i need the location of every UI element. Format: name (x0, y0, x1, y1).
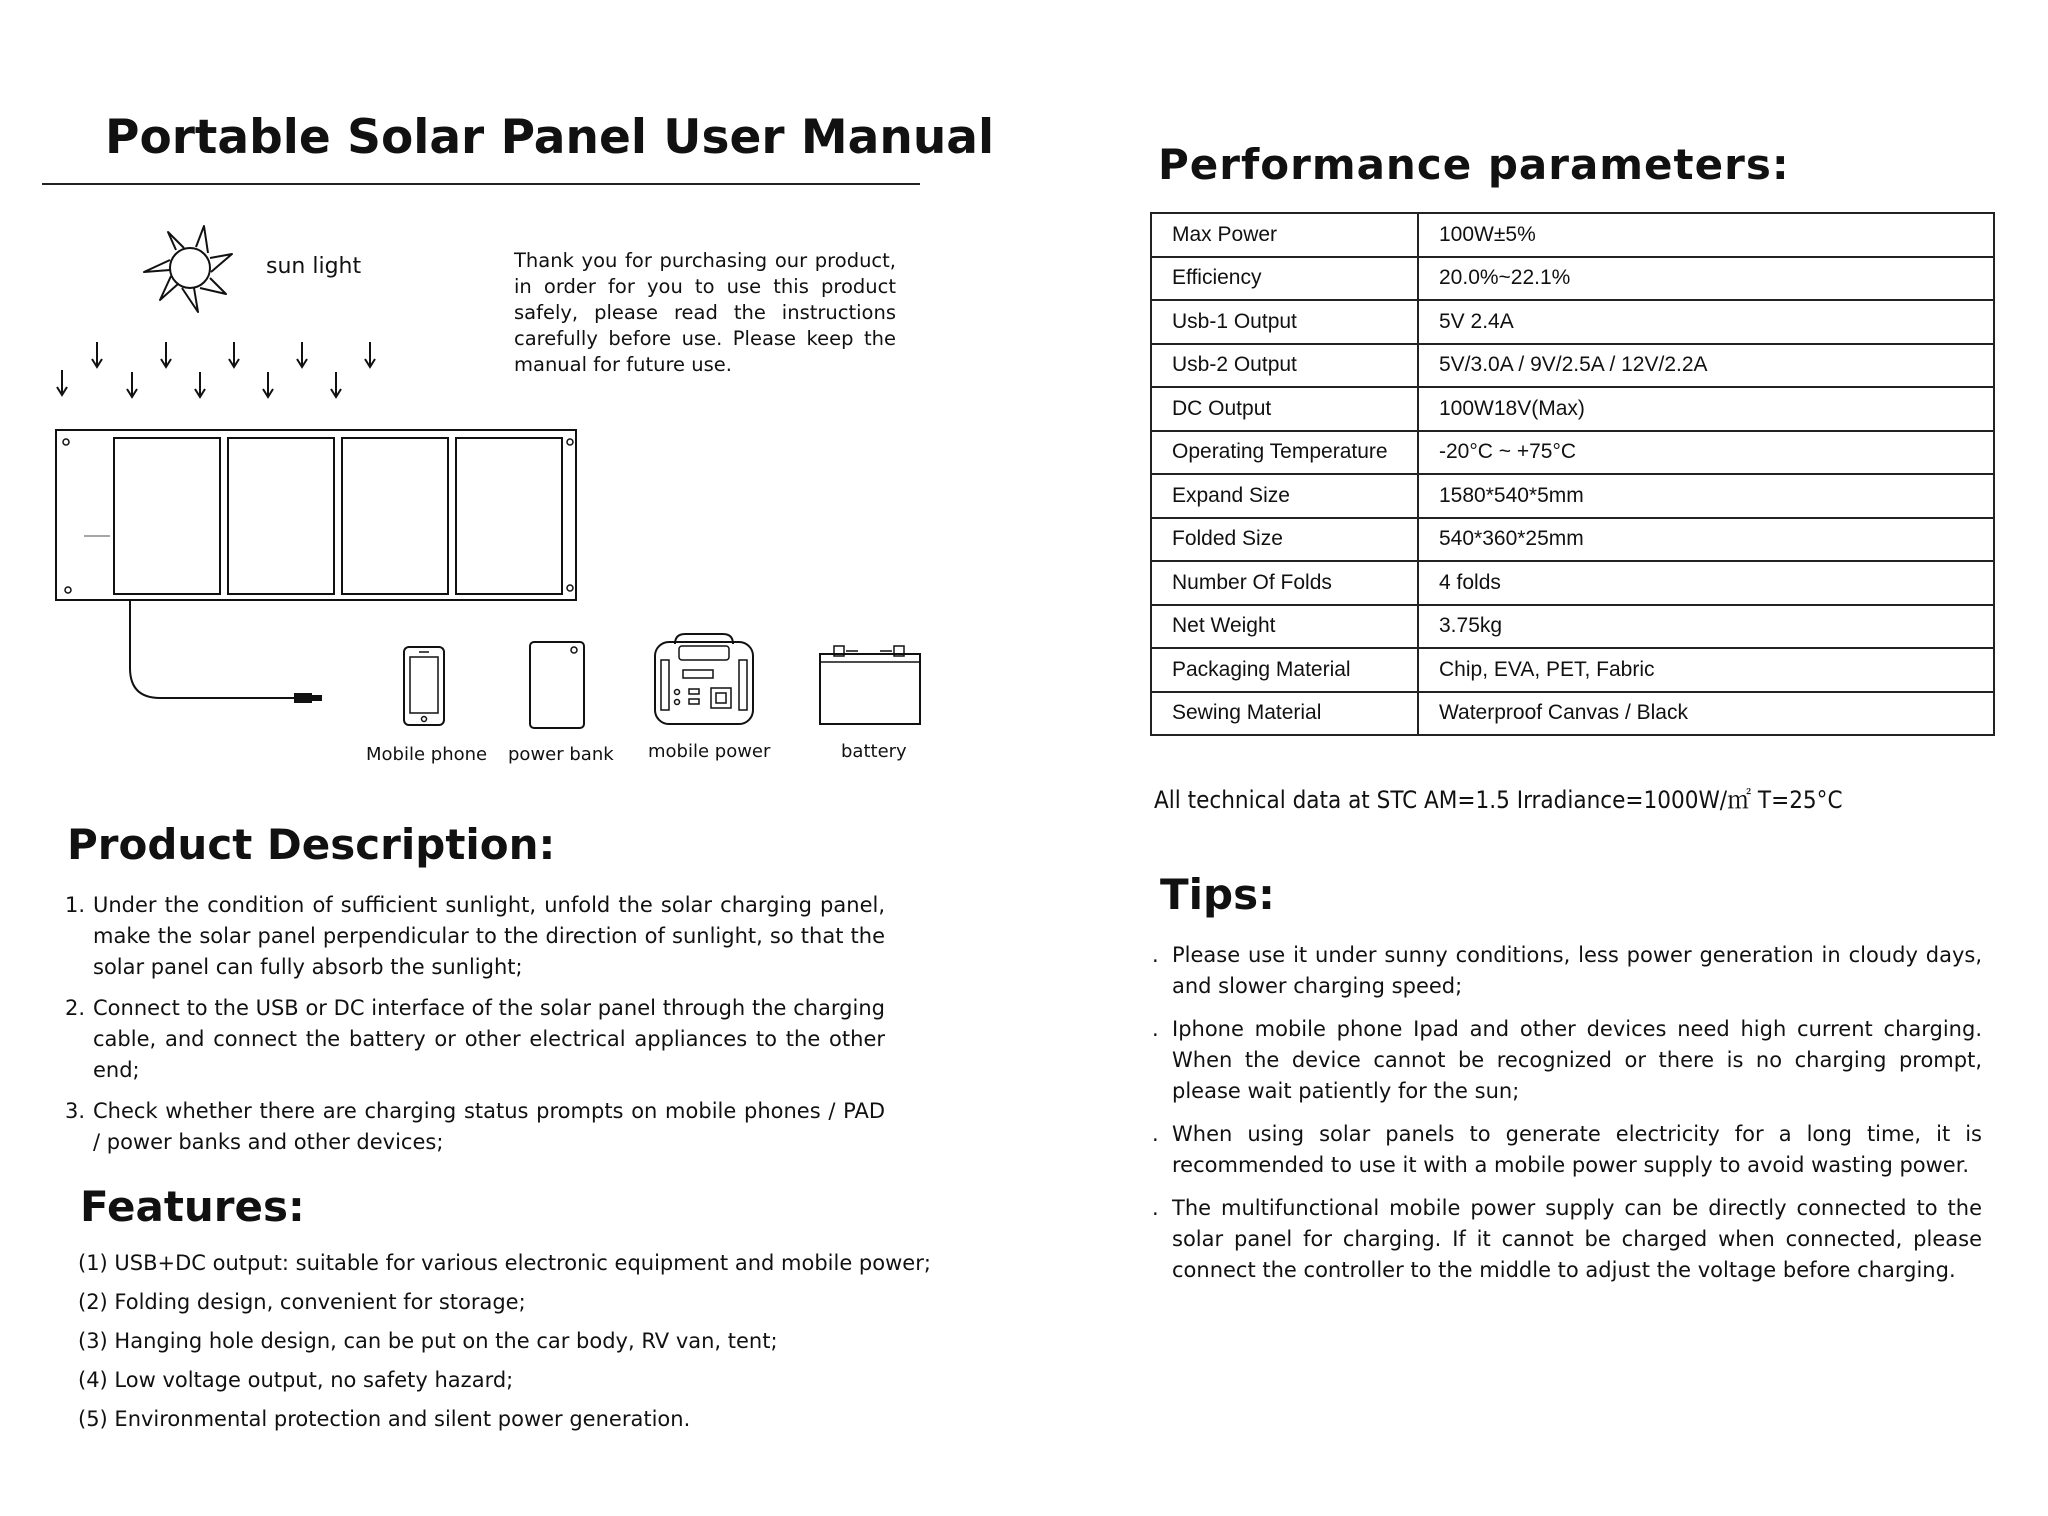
bullet-icon: . (1152, 1017, 1159, 1041)
list-item: (4) Low voltage output, no safety hazard; (78, 1368, 514, 1392)
list-item: . Please use it under sunny conditions, less power generation in cloudy days, and slower charging speed; (1152, 940, 1982, 1002)
table-row (1151, 648, 1994, 692)
arrow-down-icon (263, 372, 273, 397)
param-value: 3.75kg (1418, 605, 1994, 649)
param-value: -20°C ~ +75°C (1418, 431, 1994, 475)
arrow-down-icon (127, 372, 137, 397)
mobile-phone-icon (402, 645, 448, 729)
arrow-down-icon (365, 342, 375, 367)
arrow-down-icon (92, 342, 102, 367)
bullet-icon: . (1152, 943, 1159, 967)
list-item: (1) USB+DC output: suitable for various electronic equipment and mobile power; (78, 1251, 931, 1275)
param-name: Efficiency (1151, 257, 1418, 301)
param-value: 100W±5% (1418, 213, 1994, 257)
device-label-battery: battery (841, 741, 907, 762)
param-value: Chip, EVA, PET, Fabric (1418, 648, 1994, 692)
param-name: Operating Temperature (1151, 431, 1418, 475)
product-description-list (65, 890, 885, 1168)
tips-heading: Tips: (1160, 870, 1275, 919)
param-value: 5V 2.4A (1418, 300, 1994, 344)
table-row (1151, 561, 1994, 605)
param-value: 20.0%~22.1% (1418, 257, 1994, 301)
param-name: Folded Size (1151, 518, 1418, 562)
battery-icon (818, 640, 922, 726)
list-item: . Iphone mobile phone Ipad and other devices need high current charging. When the device cannot be recognized or there is no charging prompt, please wait patiently for the sun; (1152, 1014, 1982, 1107)
sun-light-label: sun light (266, 254, 362, 279)
list-item: . The multifunctional mobile power supply can be directly connected to the solar panel for charging. If it cannot be charged when connected, please connect the controller to the middle to adjust the voltage before charging. (1152, 1193, 1982, 1286)
param-name: Usb-2 Output (1151, 344, 1418, 388)
table-row (1151, 474, 1994, 518)
table-row (1151, 518, 1994, 562)
features-heading: Features: (80, 1182, 305, 1231)
param-name: Sewing Material (1151, 692, 1418, 736)
table-row (1151, 257, 1994, 301)
param-name: Net Weight (1151, 605, 1418, 649)
table-row (1151, 431, 1994, 475)
arrow-down-icon (57, 370, 67, 395)
solar-panel-diagram (54, 428, 584, 708)
table-row (1151, 213, 1994, 257)
param-name: Usb-1 Output (1151, 300, 1418, 344)
param-name: Max Power (1151, 213, 1418, 257)
list-item: (3) Hanging hole design, can be put on the car body, RV van, tent; (78, 1329, 778, 1353)
performance-heading: Performance parameters: (1158, 140, 1790, 189)
param-name: Packaging Material (1151, 648, 1418, 692)
param-value: 100W18V(Max) (1418, 387, 1994, 431)
sun-icon (138, 220, 238, 320)
bullet-icon: . (1152, 1196, 1159, 1220)
performance-table (1150, 212, 1995, 736)
bullet-icon: . (1152, 1122, 1159, 1146)
list-item: 2. Connect to the USB or DC interface of the solar panel through the charging cable, and connect the battery or other electrical appliances to the other end; (65, 996, 885, 1082)
power-bank-icon (528, 640, 588, 730)
param-name: Number Of Folds (1151, 561, 1418, 605)
arrow-down-icon (161, 342, 171, 367)
table-row (1151, 300, 1994, 344)
title-underline (42, 183, 920, 185)
list-item: 1. Under the condition of sufficient sunlight, unfold the solar charging panel, make the solar panel perpendicular to the direction of sunlight, so that the solar panel can fully absorb the sunlight; (65, 893, 885, 979)
device-label-mobile-power: mobile power (648, 741, 771, 762)
intro-text: Thank you for purchasing our product, in order for you to use this product safely, please read the instructions carefully before use. Please keep the manual for future use. (514, 249, 896, 376)
param-name: Expand Size (1151, 474, 1418, 518)
table-row (1151, 387, 1994, 431)
features-list (78, 1244, 938, 1439)
arrow-down-icon (297, 342, 307, 367)
manual-title: Portable Solar Panel User Manual (105, 110, 995, 165)
arrow-down-icon (331, 372, 341, 397)
arrow-down-icon (229, 342, 239, 367)
device-label-mobile-phone: Mobile phone (366, 744, 488, 765)
param-value: 1580*540*5mm (1418, 474, 1994, 518)
arrow-down-icon (195, 372, 205, 397)
sunlight-arrows (50, 338, 390, 400)
table-row (1151, 692, 1994, 736)
table-row (1151, 605, 1994, 649)
tips-list (1152, 940, 1982, 1298)
mobile-power-station-icon (653, 630, 757, 726)
list-item: 3. Check whether there are charging status prompts on mobile phones / PAD / power banks and other devices; (65, 1099, 885, 1154)
list-item: . When using solar panels to generate electricity for a long time, it is recommended to use it with a mobile power supply to avoid wasting power. (1152, 1119, 1982, 1181)
param-value: Waterproof Canvas / Black (1418, 692, 1994, 736)
table-row (1151, 344, 1994, 388)
list-item: (5) Environmental protection and silent power generation. (78, 1407, 691, 1431)
param-value: 540*360*25mm (1418, 518, 1994, 562)
list-item: (2) Folding design, convenient for storage; (78, 1290, 526, 1314)
param-value: 5V/3.0A / 9V/2.5A / 12V/2.2A (1418, 344, 1994, 388)
param-value: 4 folds (1418, 561, 1994, 605)
product-description-heading: Product Description: (67, 820, 556, 869)
param-name: DC Output (1151, 387, 1418, 431)
stc-note: All technical data at STC AM=1.5 Irradiance=1000W/㎡ T=25°C (1154, 786, 1843, 814)
device-label-power-bank: power bank (508, 744, 614, 765)
